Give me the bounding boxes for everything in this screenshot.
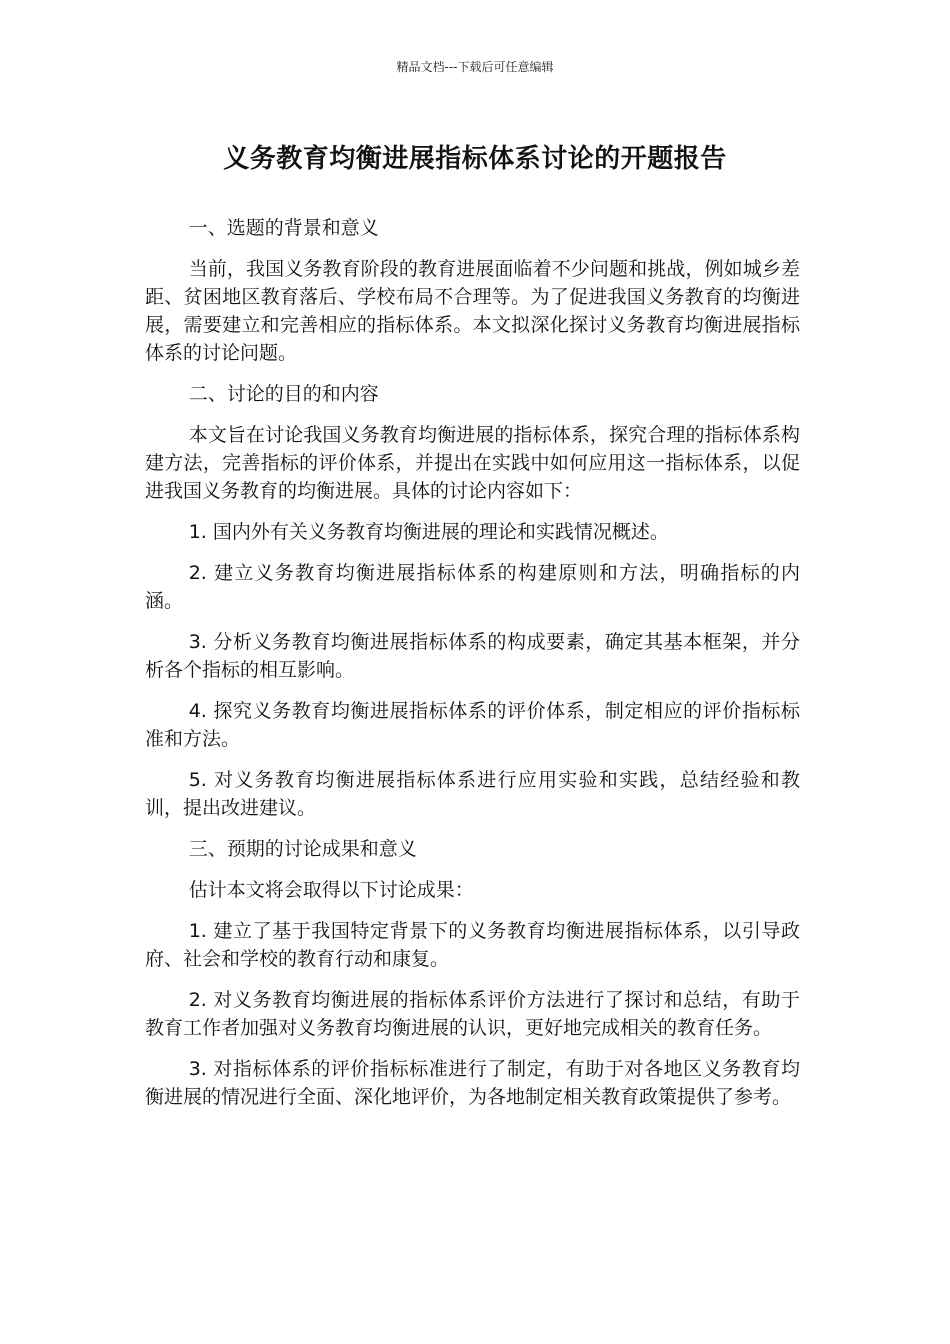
list-item: 2. 对义务教育均衡进展的指标体系评价方法进行了探讨和总结，有助于教育工作者加强对义务教育均衡进展的认识，更好地完成相关的教育任务。 [145, 989, 800, 1039]
list-item: 4. 探究义务教育均衡进展指标体系的评价体系，制定相应的评价指标标准和方法。 [145, 700, 800, 750]
list-item: 1. 建立了基于我国特定背景下的义务教育均衡进展指标体系，以引导政府、社会和学校的教育行动和康复。 [145, 920, 800, 970]
list-item: 5. 对义务教育均衡进展指标体系进行应用实验和实践，总结经验和教训，提出改进建议。 [145, 769, 800, 819]
section-heading-1: 一、选题的背景和意义 [188, 217, 379, 239]
paragraph: 本文旨在讨论我国义务教育均衡进展的指标体系，探究合理的指标体系构建方法，完善指标的评价体系，并提出在实践中如何应用这一指标体系，以促进我国义务教育的均衡进展。具体的讨论内容如下： [145, 424, 800, 502]
section-heading-3: 三、预期的讨论成果和意义 [188, 838, 417, 860]
paragraph: 估计本文将会取得以下讨论成果： [188, 879, 474, 901]
section-heading-2: 二、讨论的目的和内容 [188, 383, 379, 405]
document-body [145, 214, 800, 1124]
document-title: 义务教育均衡进展指标体系讨论的开题报告 [223, 144, 727, 174]
list-item: 3. 对指标体系的评价指标标准进行了制定，有助于对各地区义务教育均衡进展的情况进行全面、深化地评价，为各地制定相关教育政策提供了参考。 [145, 1058, 800, 1108]
page-header: 精品文档---下载后可任意编辑 [396, 60, 554, 74]
paragraph: 当前，我国义务教育阶段的教育进展面临着不少问题和挑战，例如城乡差距、贫困地区教育落后、学校布局不合理等。为了促进我国义务教育的均衡进展，需要建立和完善相应的指标体系。本文拟深化探讨义务教育均衡进展指标体系的讨论问题。 [145, 258, 800, 364]
list-item: 2. 建立义务教育均衡进展指标体系的构建原则和方法，明确指标的内涵。 [145, 562, 800, 612]
list-item: 1. 国内外有关义务教育均衡进展的理论和实践情况概述。 [188, 521, 669, 543]
list-item: 3. 分析义务教育均衡进展指标体系的构成要素，确定其基本框架，并分析各个指标的相互影响。 [145, 631, 800, 681]
